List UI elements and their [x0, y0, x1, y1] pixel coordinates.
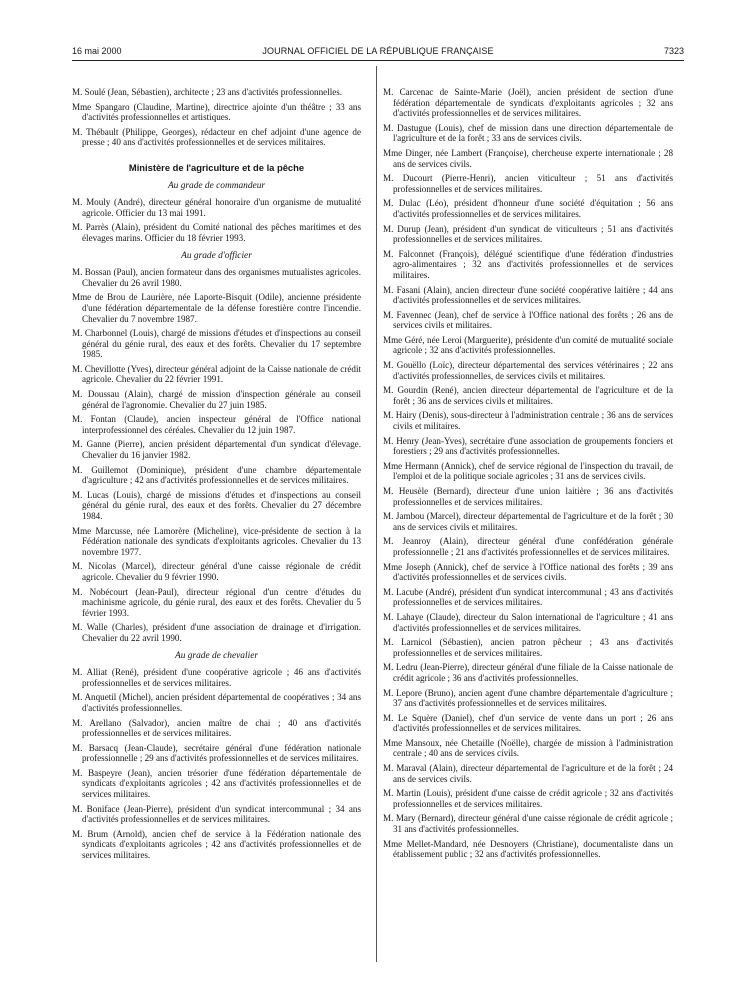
right-entries — [383, 87, 673, 860]
honoree-entry: M. Brum (Arnold), ancien chef de service à la Fédération nationale des syndicats d'exploitants agricoles ; 42 ans d'activités professionnelles et de services militaires. — [72, 828, 361, 861]
honoree-entry: M. Barsacq (Jean-Claude), secrétaire général d'une fédération nationale professionnelle ; 29 ans d'activités professionnelles et de services militaires. — [72, 742, 361, 764]
honoree-entry: M. Dastugue (Louis), chef de mission dans une direction départementale de l'agriculture et de la forêt ; 33 ans de services civils. — [383, 122, 673, 144]
honoree-entry: Mme Joseph (Annick), chef de service à l'Office national des forêts ; 39 ans d'activités professionnelles et de services civils. — [383, 561, 673, 583]
honoree-entry: M. Maraval (Alain), directeur départemental de l'agriculture et de la forêt ; 24 ans de services civils. — [383, 763, 673, 784]
honoree-entry: M. Larnicol (Sébastien), ancien patron pêcheur ; 43 ans d'activités professionnelles et de services militaires. — [383, 637, 673, 658]
honoree-entry: M. Arellano (Salvador), ancien maître de chai ; 40 ans d'activités professionnelles et de services militaires. — [72, 717, 361, 739]
honoree-entry: M. Nicolas (Marcel), directeur général d'une caisse régionale de crédit agricole. Chevalier du 9 février 1990. — [72, 561, 361, 582]
honoree-entry: M. Nobécourt (Jean-Paul), directeur régional d'un centre d'études du machinisme agricole, du génie rural, des eaux et des forêts. Chevalier du 5 février 1993. — [72, 586, 361, 618]
header-date: 16 mai 2000 — [72, 46, 122, 56]
column-divider — [376, 66, 377, 962]
honoree-entry: M. Dulac (Léo), président d'honneur d'une société d'équitation ; 56 ans d'activités professionnelles et de services militaires. — [383, 198, 673, 219]
ministry-heading: Ministère de l'agriculture et de la pêche — [128, 161, 305, 173]
honoree-entry: M. Martin (Louis), président d'une caisse de crédit agricole ; 32 ans d'activités professionnelles et de services militaires. — [383, 788, 673, 809]
honoree-entry: M. Baspeyre (Jean), ancien trésorier d'une fédération départementale de syndicats d'exploitants agricoles ; 42 ans d'activités professionnelles et de services militaires. — [72, 767, 361, 800]
honoree-entry: M. Alliat (René), président d'une coopérative agricole ; 46 ans d'activités professionnelles et de services militaires. — [72, 667, 361, 688]
running-header — [72, 45, 684, 59]
honoree-entry: Mme Géré, née Leroi (Marguerite), présidente d'un comité de mutualité sociale agricole ; 32 ans d'activités professionnelles. — [383, 334, 673, 356]
grade-heading-chevalier: Au grade de chevalier — [174, 650, 259, 661]
honoree-entry: Mme Spangaro (Claudine, Martine), directrice ajointe d'un théâtre ; 33 ans d'activités professionnelles et artistiques. — [72, 101, 361, 123]
honoree-entry: M. Gourdin (René), ancien directeur départemental de l'agriculture et de la forêt ; 36 ans de services civils et militaires. — [383, 385, 673, 406]
honoree-entry: M. Mary (Bernard), directeur général d'une caisse régionale de crédit agricole ; 31 ans d'activités professionnelles. — [383, 813, 673, 835]
honoree-entry: M. Lucas (Louis), chargé de missions d'études et d'inspections au conseil général du génie rural, des eaux et des forêts. Chevalier du 27 décembre 1984. — [72, 489, 361, 521]
honoree-entry: M. Guillemot (Dominique), président d'une chambre départementale d'agriculture ; 42 ans d'activités professionnelles et de services militaires. — [72, 464, 361, 486]
honoree-entry: M. Bossan (Paul), ancien formateur dans des organismes mutualistes agricoles. Chevalier du 26 avril 1980. — [72, 267, 361, 288]
honoree-entry: M. Charbonnel (Louis), chargé de missions d'études et d'inspections au conseil général du génie rural, des eaux et des forêts. Chevalier du 17 septembre 1985. — [72, 328, 361, 360]
honoree-entry: M. Fontan (Claude), ancien inspecteur général de l'Office national interprofessionnel des céréales. Chevalier du 12 juin 1987. — [72, 414, 361, 435]
honoree-entry: M. Jambou (Marcel), directeur départemental de l'agriculture et de la forêt ; 30 ans de services civils et militaires. — [383, 511, 673, 532]
honoree-entry: M. Doussau (Alain), chargé de mission d'inspection générale au conseil général de l'agronomie. Chevalier du 27 juin 1985. — [72, 389, 361, 410]
grade-heading-officier: Au grade d'officier — [181, 250, 252, 261]
grade-heading-commandeur: Au grade de commandeur — [167, 180, 266, 191]
honoree-entry: M. Favennec (Jean), chef de service à l'Office national des forêts ; 26 ans de services civils et militaires. — [383, 309, 673, 331]
honoree-entry: Mme Dinger, née Lambert (Françoise), chercheuse experte internationale ; 28 ans de services civils. — [383, 147, 673, 169]
honoree-entry: M. Falconnet (François), délégué scientifique d'une fédération d'industries agro-alimentaires ; 32 ans d'activités professionnelles et de services militaires. — [383, 248, 673, 280]
honoree-entry: M. Hairy (Denis), sous-directeur à l'administration centrale ; 36 ans de services civils et militaires. — [383, 410, 673, 432]
honoree-entry: M. Heusèle (Bernard), directeur d'une union laitière ; 36 ans d'activités professionnelles et de services militaires. — [383, 486, 673, 507]
honoree-entry: M. Anquetil (Michel), ancien président départemental de coopératives ; 34 ans d'activités professionnelles. — [72, 692, 361, 713]
left-column — [72, 87, 361, 865]
honoree-entry: M. Fasani (Alain), ancien directeur d'une société coopérative laitière ; 44 ans d'activités professionnelles et de services militaires. — [383, 284, 673, 306]
honoree-entry: M. Chevillotte (Yves), directeur général adjoint de la Caisse nationale de crédit agricole. Chevalier du 22 février 1991. — [72, 363, 361, 385]
honoree-entry: M. Gouëllo (Loïc), directeur départemental des services vétérinaires ; 22 ans d'activités professionnelles, de services civils et militaires. — [383, 360, 673, 381]
honoree-entry: M. Parrès (Alain), président du Comité national des pêches maritimes et des élevages marins. Officier du 18 février 1993. — [72, 222, 361, 243]
chevalier-list — [72, 667, 361, 861]
honoree-entry: Mme de Brou de Laurière, née Laporte-Bisquit (Odile), ancienne présidente d'une fédération départementale de la défense forestière contre l'incendie. Chevalier du 7 novembre 1987. — [72, 292, 361, 324]
honoree-entry: M. Le Squère (Daniel), chef d'un service de vente dans un port ; 26 ans d'activités professionnelles et de services militaires. — [383, 712, 673, 734]
officier-list — [72, 267, 361, 643]
honoree-entry: Mme Mellet-Mandard, née Desnoyers (Christiane), documentaliste dans un établissement public ; 32 ans d'activités professionnelles. — [383, 838, 673, 860]
honoree-entry: M. Mouly (André), directeur général honoraire d'un organisme de mutualité agricole. Officier du 13 mai 1991. — [72, 197, 361, 218]
honoree-entry: M. Carcenac de Sainte-Marie (Joël), ancien président de section d'une fédération départementale de syndicats d'exploitants agricoles ; 32 ans d'activités professionnelles et de services militaires. — [383, 87, 673, 119]
honoree-entry: M. Walle (Charles), président d'une association de drainage et d'irrigation. Chevalier du 22 avril 1990. — [72, 622, 361, 643]
honoree-entry: M. Henry (Jean-Yves), secrétaire d'une association de groupements fonciers et forestiers ; 29 ans d'activités professionnelles. — [383, 435, 673, 457]
commandeur-list — [72, 197, 361, 243]
honoree-entry: Mme Marcusse, née Lamorère (Micheline), vice-présidente de section à la Fédération nationale des syndicats d'exploitants agricoles. Chevalier du 13 novembre 1977. — [72, 525, 361, 557]
left-top-entries — [72, 87, 361, 148]
honoree-entry: M. Boniface (Jean-Pierre), président d'un syndicat intercommunal ; 34 ans d'activités professionnelles et de services militaires. — [72, 803, 361, 825]
journal-title: JOURNAL OFFICIEL DE LA RÉPUBLIQUE FRANÇAISE — [262, 46, 494, 56]
right-column — [383, 87, 673, 864]
honoree-entry: Mme Hermann (Annick), chef de service régional de l'inspection du travail, de l'emploi et de la politique sociale agricoles ; 31 ans de services civils. — [383, 460, 673, 482]
honoree-entry: M. Durup (Jean), président d'un syndicat de viticulteurs ; 51 ans d'activités professionnelles et de services militaires. — [383, 223, 673, 245]
honoree-entry: M. Thébault (Philippe, Georges), rédacteur en chef adjoint d'une agence de presse ; 40 ans d'activités professionnelles et de services militaires. — [72, 126, 361, 148]
honoree-entry: M. Jeanroy (Alain), directeur général d'une confédération générale professionnelle ; 21 ans d'activités professionnelles et de services militaires. — [383, 536, 673, 557]
honoree-entry: M. Ducourt (Pierre-Henri), ancien viticulteur ; 51 ans d'activités professionnelles et de services militaires. — [383, 173, 673, 194]
honoree-entry: M. Lacube (André), président d'un syndicat intercommunal ; 43 ans d'activités professionnelles et de services militaires. — [383, 586, 673, 608]
honoree-entry: M. Lahaye (Claude), directeur du Salon international de l'agriculture ; 41 ans d'activités professionnelles et de services militaires. — [383, 611, 673, 633]
honoree-entry: Mme Mansoux, née Chetaille (Noëlle), chargée de mission à l'administration centrale ; 40 ans de services civils. — [383, 737, 673, 759]
page-number: 7323 — [663, 46, 684, 56]
honoree-entry: M. Ledru (Jean-Pierre), directeur général d'une filiale de la Caisse nationale de crédit agricole ; 36 ans d'activités professionnelles. — [383, 662, 673, 683]
header-rule — [72, 60, 684, 61]
honoree-entry: M. Soulé (Jean, Sébastien), architecte ; 23 ans d'activités professionnelles. — [72, 87, 343, 97]
honoree-entry: M. Lepore (Bruno), ancien agent d'une chambre départementale d'agriculture ; 37 ans d'activités professionnelles et de services militaires. — [383, 687, 673, 709]
honoree-entry: M. Ganne (Pierre), ancien président départemental d'un syndicat d'élevage. Chevalier du 16 janvier 1982. — [72, 439, 361, 461]
